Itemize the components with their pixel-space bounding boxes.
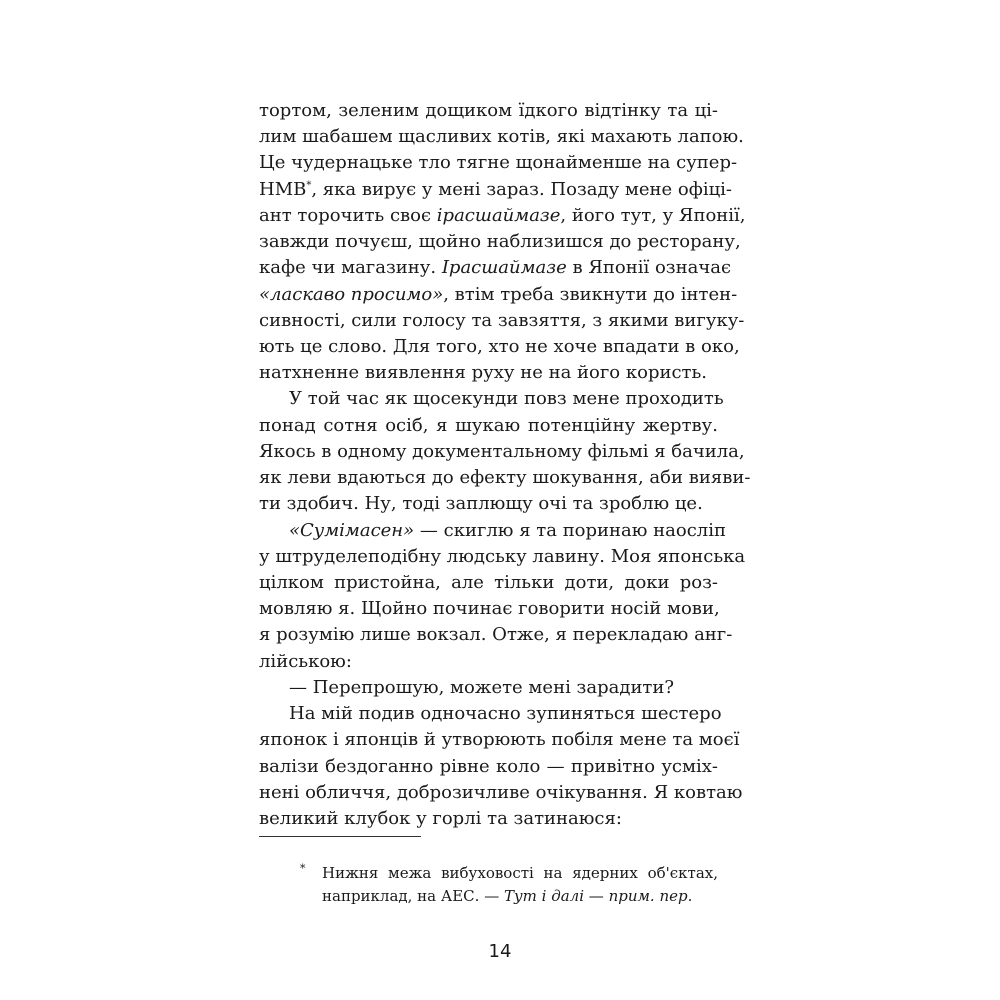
footnote-line: наприклад, на АЕС. — Тут і далі — прим. пер.	[322, 887, 693, 905]
footnote-line: Нижня межа вибуховості на ядерних об'єктах,	[322, 864, 718, 882]
footnote-ref: *	[306, 179, 312, 191]
book-page: тортом, зеленим дощиком їдкого відтінку та ці- лим шабашем щасливих котів, які махають лапою. Це чудернацьке тло тягне щонайменше на супер- НМВ*, яка вирує у мені зараз. Позаду мене офіці- ант торочить своє ірасшаймазе, його тут, у Японії, завжди почуєш, щойно наблизишся до ресторану, кафе чи магазину. Ірасшаймазе в Японії означає «ласкаво просимо», втім треба звикнути до інтен- сивності, сили голосу та завзяття, з якими вигуку- ють це слово. Для того, хто не хоче впадати в око, натхненне виявлення руху не на його користь. У той час як щосекунди повз мене проходить понад сотня осіб, я шукаю потенційну жертву. Якось в одному документальному фільмі я бачила, як леви вдаються до ефекту шокування, аби вияви- ти здобич. Ну, тоді заплющу очі та зроблю це. «Сумімасен» — скиглю я та поринаю наосліп у штруделеподібну людську лавину. Моя японська цілком пристойна, але тільки доти, доки роз- мовляю я. Щойно починає говорити носій мови, я розумію лише вокзал. Отже, я перекладаю анг- лійською: — Перепрошую, можете мені зарадити? * Нижня межа вибуховості на ядерних об'єктах, наприклад, на АЕС. — Тут і далі — прим. пер. 14 На мій подив одночасно зупиняться шестеро японок і японців й утворюють побіля мене та моєї валізи бездоганно рівне коло — привітно усміх- нені обличчя, доброзичливе очікування. Я ковтаю великий клубок у горлі та затинаюся:	[0, 0, 1000, 1000]
page-number: 14	[488, 941, 512, 962]
footnote-marker: *	[300, 862, 306, 875]
footnote-separator	[259, 836, 421, 837]
